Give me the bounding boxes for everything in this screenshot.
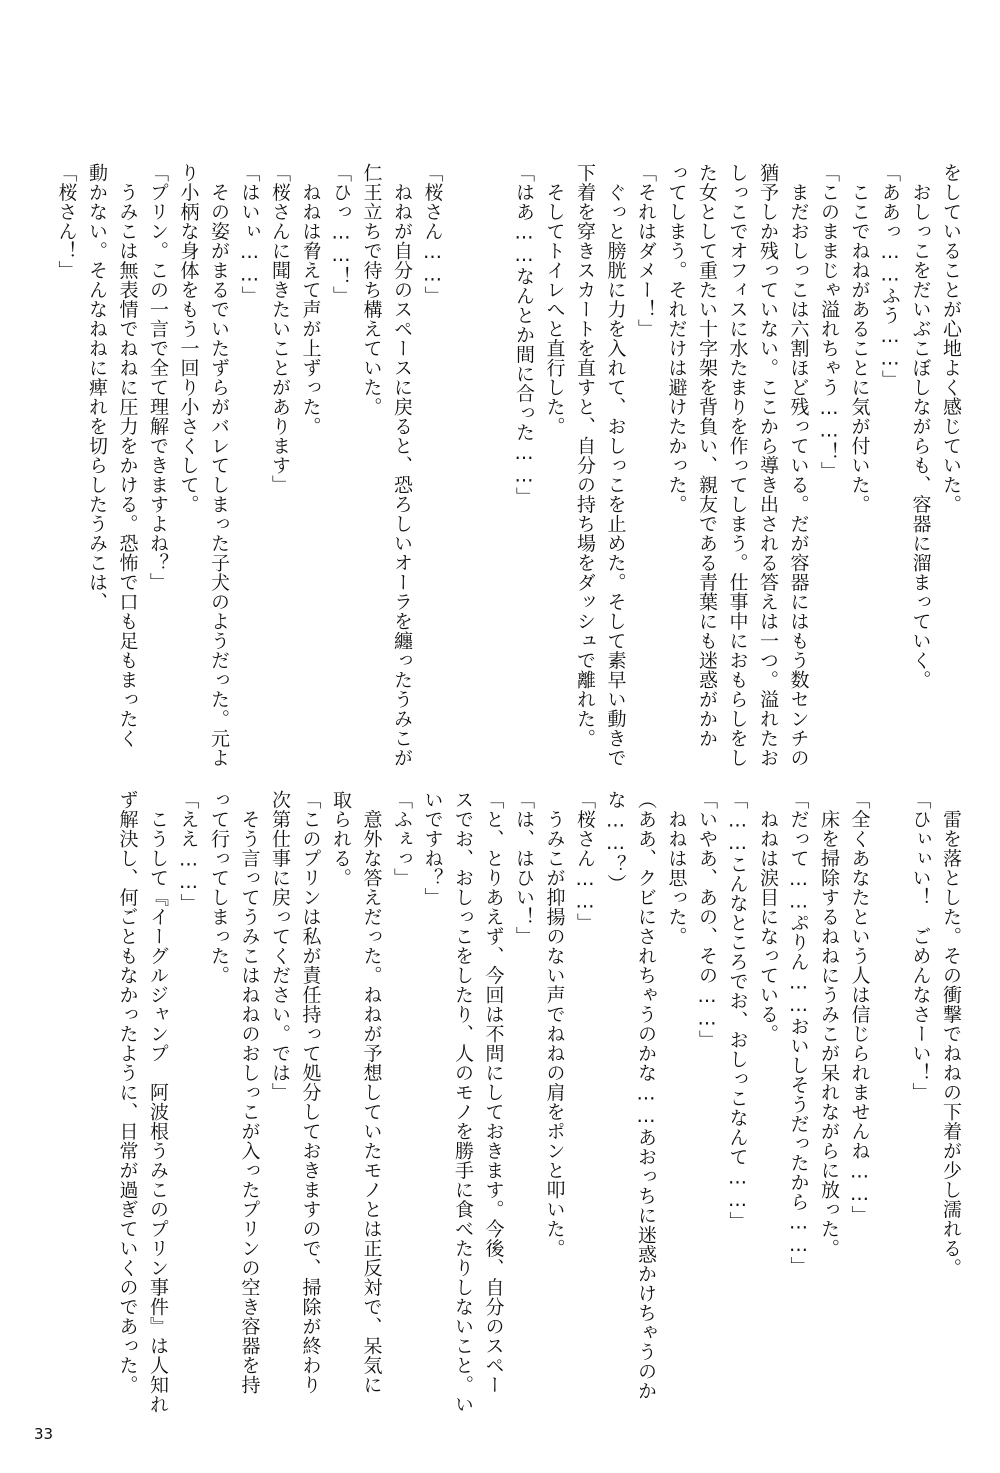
text-line: 「……こんなところでお、おしっこなんて……」 <box>726 790 749 1231</box>
text-line: 仁王立ちで待ち構えていた。 <box>360 163 383 417</box>
text-line: 「プリン。この一言で全て理解できますよね？」 <box>147 163 169 592</box>
text-line: 動かない。そんなねねに痺れを切らしたうみこは、 <box>86 163 108 612</box>
text-line: 「このままじゃ溢れちゃう……！」 <box>818 163 840 481</box>
text-line: 床を掃除するねねにうみこが呆れながらに放った。 <box>818 790 840 1258</box>
text-line: 「ひぃぃい！ ごめんなさーい！」 <box>909 790 932 1102</box>
text-line: ぐっと膀胱に力を入れて、おしっこを止めた。そして素早い動きで <box>604 163 627 768</box>
text-line: いですね？」 <box>421 790 444 907</box>
text-line <box>875 790 906 1350</box>
text-line <box>478 163 509 703</box>
text-line: 「桜さんに聞きたいことがあります」 <box>269 163 291 495</box>
text-line: 雷を落とした。その衝撃でねねの下着が少し濡れる。 <box>940 790 962 1278</box>
text-line: そう言ってうみこはねねのおしっこが入ったプリンの空き容器を持 <box>238 790 261 1395</box>
text-line: 次第仕事に戻ってください。では」 <box>269 790 291 1102</box>
text-line: な……？） <box>604 790 627 894</box>
text-line: 「はいぃ……」 <box>238 163 261 306</box>
text-line: うみこは無表情でねねに圧力をかける。恐怖で口も足もまったく <box>116 163 139 748</box>
text-line: ねねは涙目になっている。 <box>757 790 779 1044</box>
text-line: うみこが抑揚のない声でねねの肩をポンと叩いた。 <box>543 790 566 1258</box>
text-line: ねねは脅えて声が上ずった。 <box>299 163 322 436</box>
text-line: 「と、とりあえず、今回は不問にしておきます。今後、自分のスペー <box>482 790 505 1395</box>
text-line: 猶予しか残っていない。ここから導き出される答えは一つ。溢れたお <box>757 163 779 768</box>
text-line: 「ふぇっ」 <box>391 790 413 888</box>
text-line: 「はあ……なんとか間に合った……」 <box>513 163 535 507</box>
text-line: ここでねねがあることに気が付いた。 <box>848 163 871 514</box>
text-line: 「だって……ぷりん……おいしそうだったから……」 <box>787 790 810 1276</box>
text-line: 「桜さん！」 <box>55 163 78 280</box>
text-line: をしていることが心地よく感じていた。 <box>940 163 962 514</box>
text-line: おしっこをだいぶこぼしながらも、容器に溜まっていく。 <box>909 163 932 690</box>
text-line: そしてトイレへと直行した。 <box>543 163 566 436</box>
text-line: 取られる。 <box>330 790 352 888</box>
text-line: 「このプリンは私が責任持って処分しておきますので、掃除が終わり <box>299 790 322 1395</box>
text-line: 「は、はひい！」 <box>513 790 535 946</box>
text-line: 「ええ……」 <box>177 790 200 913</box>
text-line: ず解決し、何ごともなかったように、日常が過ぎていくのであった。 <box>116 790 139 1395</box>
text-line: って行ってしまった。 <box>208 790 230 985</box>
text-line: た女として重たい十字架を背負い、親友である青葉にも迷惑がかか <box>696 163 718 748</box>
text-line: （ああ、クビにされちゃうのかな……あおっちに迷惑かけちゃうのか <box>635 790 657 1401</box>
text-line: まだおしっこは六割ほど残っている。だが容器にはもう数センチの <box>787 163 810 768</box>
text-line: 「いやあ、あの、その……」 <box>696 790 718 1050</box>
text-line: 「桜さん……」 <box>421 163 444 306</box>
text-line: 「桜さん……」 <box>574 790 596 933</box>
text-line: 「ひっ……！」 <box>330 163 352 306</box>
text-line: り小柄な身体をもう一回り小さくして。 <box>177 163 200 514</box>
text-line: 「全くあなたという人は信じられませんね……」 <box>848 790 871 1225</box>
text-line: 下着を穿きスカートを直すと、自分の持ち場をダッシュで離れた。 <box>574 163 596 748</box>
text-line: 意外な答えだった。ねねが予想していたモノとは正反対で、呆気に <box>360 790 383 1395</box>
text-line: こうして『イーグルジャンプ 阿波根うみこのプリン事件』は人知れ <box>147 790 169 1414</box>
text-line: ってしまう。それだけは避けたかった。 <box>665 163 688 514</box>
text-line: 「ああっ……ふう……」 <box>879 163 901 390</box>
upper-text-block <box>51 163 966 768</box>
text-line: ねねは思った。 <box>665 790 688 946</box>
text-line: ねねが自分のスペースに戻ると、恐ろしいオーラを纏ったうみこが <box>391 163 413 768</box>
lower-text-block <box>112 790 966 1414</box>
text-line: その姿がまるでいたずらがバレてしまった子犬のようだった。元よ <box>208 163 230 768</box>
text-line <box>448 163 479 703</box>
text-line: スでお、おしっこをしたり、人のモノを勝手に食べたりしないこと。い <box>452 790 474 1414</box>
text-line: 「それはダメー！」 <box>635 163 657 339</box>
page-number: 33 <box>34 1425 54 1443</box>
text-line: しっこでオフィスに水たまりを作ってしまう。仕事中におもらしをし <box>726 163 749 768</box>
